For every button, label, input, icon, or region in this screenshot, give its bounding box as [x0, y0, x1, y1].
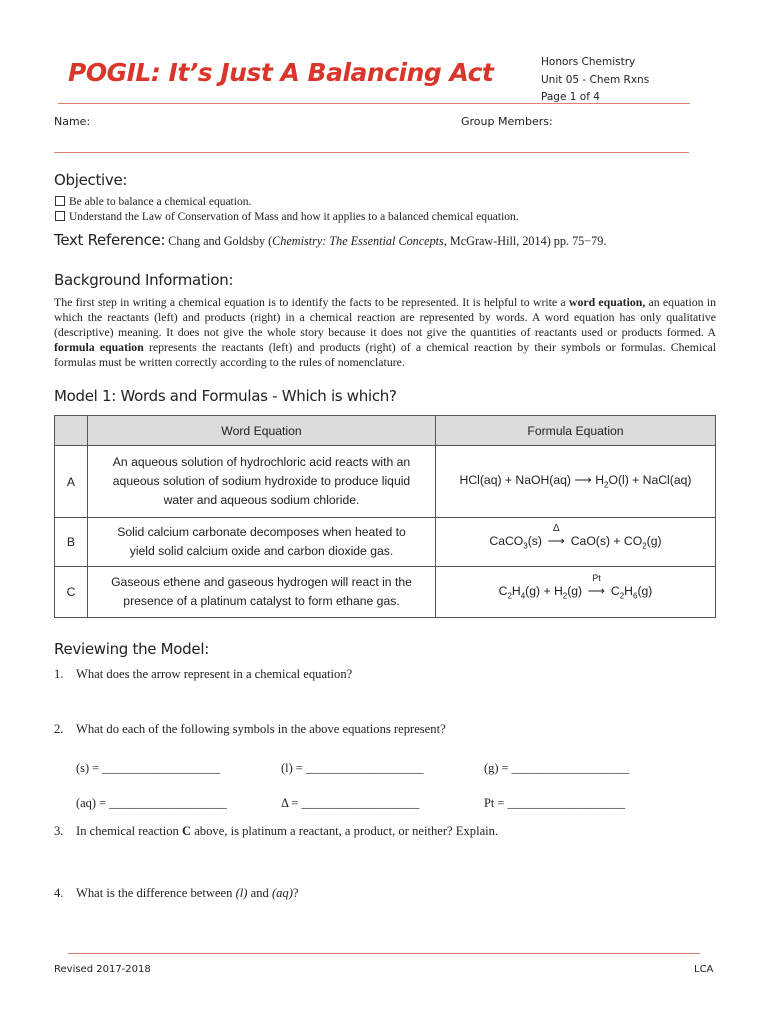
formula-equation-header: Formula Equation: [436, 416, 716, 446]
reaction-arrow: Pt ⟶: [586, 584, 608, 598]
word-equation: Solid calcium carbonate decomposes when heated to yield solid calcium oxide and carbon dioxide gas.: [88, 518, 436, 567]
symbol-blank-pt: Pt = ___________________: [484, 796, 626, 810]
unit-name: Unit 05 - Chem Rxns: [541, 74, 650, 86]
checkbox-icon: [55, 211, 65, 221]
word-equation: Gaseous ethene and gaseous hydrogen will react in the presence of a platinum catalyst to form ethane gas.: [88, 567, 436, 618]
table-row: [55, 518, 716, 567]
objective-item: Understand the Law of Conservation of Mass and how it applies to a balanced chemical equation.: [55, 211, 519, 223]
book-title: Chemistry: The Essential Concepts,: [272, 234, 447, 248]
heat-symbol: Δ: [553, 522, 560, 534]
question-2-number: 2.: [54, 722, 64, 736]
catalyst-symbol: Pt: [592, 572, 601, 583]
row-id: C: [55, 567, 88, 618]
page-number: Page 1 of 4: [541, 91, 600, 103]
header-rule: [58, 103, 690, 104]
reaction-arrow: Δ ⟶: [545, 534, 567, 548]
background-heading: Background Information:: [54, 271, 234, 289]
question-1: What does the arrow represent in a chemical equation?: [76, 667, 353, 681]
name-rule: [54, 152, 689, 153]
formula-equation: HCl(aq) + NaOH(aq) ⟶ $H_2O(l)$ + NaCl(aq): [436, 446, 716, 518]
question-3: In chemical reaction C above, is platinum a reactant, a product, or neither? Explain.: [76, 824, 499, 838]
text-reference-heading: Text Reference:: [54, 231, 166, 249]
symbol-blank-aq: (aq) = ___________________: [76, 796, 227, 810]
question-4-number: 4.: [54, 886, 64, 900]
course-name: Honors Chemistry: [541, 56, 636, 68]
formula-equation: $C_2H_4(g) + H_2(g)$ Pt ⟶ $C_2H_6(g)$: [436, 567, 716, 618]
author-initials: LCA: [694, 964, 714, 975]
objective-item: Be able to balance a chemical equation.: [55, 196, 251, 208]
word-equation: An aqueous solution of hydrochloric acid reacts with an aqueous solution of sodium hydroxide to produce liquid water and aqueous sodium chloride.: [88, 446, 436, 518]
checkbox-icon: [55, 196, 65, 206]
model-table: [54, 415, 716, 618]
name-label: Name:: [54, 115, 91, 128]
revised-date: Revised 2017-2018: [54, 964, 151, 975]
row-id: B: [55, 518, 88, 567]
footer-rule: [68, 953, 700, 954]
group-members-label: Group Members:: [461, 115, 553, 128]
question-1-number: 1.: [54, 667, 64, 681]
table-row: [55, 567, 716, 618]
symbol-blank-g: (g) = ___________________: [484, 761, 630, 775]
table-corner: [55, 416, 88, 446]
symbol-blank-s: (s) = ___________________: [76, 761, 220, 775]
question-4: What is the difference between (l) and (aq)?: [76, 886, 299, 900]
question-2: What do each of the following symbols in the above equations represent?: [76, 722, 446, 736]
symbol-blank-l: (l) = ___________________: [281, 761, 424, 775]
question-3-number: 3.: [54, 824, 64, 838]
table-header-row: [55, 416, 716, 446]
formula-equation: CaCO$_3$(s) Δ ⟶ $CaO(s) + CO_2(g)$: [436, 518, 716, 567]
model-heading: Model 1: Words and Formulas - Which is which?: [54, 387, 397, 405]
symbol-blank-delta: Δ = ___________________: [281, 796, 420, 810]
text-reference: Text Reference: Chang and Goldsby (Chemistry: The Essential Concepts, McGraw-Hill, 2014) pp. 75−79.: [54, 231, 607, 249]
background-paragraph: The first step in writing a chemical equation is to identify the facts to be represented. It is helpful to write a word equation, an equation in which the reactants (left) and products (right) in a chemical reaction are represented by words. A word equation has only qualitative (descriptive) meaning. It does not give the whole story because it does not give the quantities of reactants used or products formed. A formula equation represents the reactants (left) and products (right) of a chemical reaction by their symbols or formulas. Chemical formulas must be written correctly according to the rules of nomenclature.: [54, 295, 716, 369]
objective-heading: Objective:: [54, 171, 128, 189]
table-row: [55, 446, 716, 518]
row-id: A: [55, 446, 88, 518]
word-equation-header: Word Equation: [88, 416, 436, 446]
review-heading: Reviewing the Model:: [54, 640, 209, 658]
page-title: POGIL: It’s Just A Balancing Act: [68, 58, 494, 87]
